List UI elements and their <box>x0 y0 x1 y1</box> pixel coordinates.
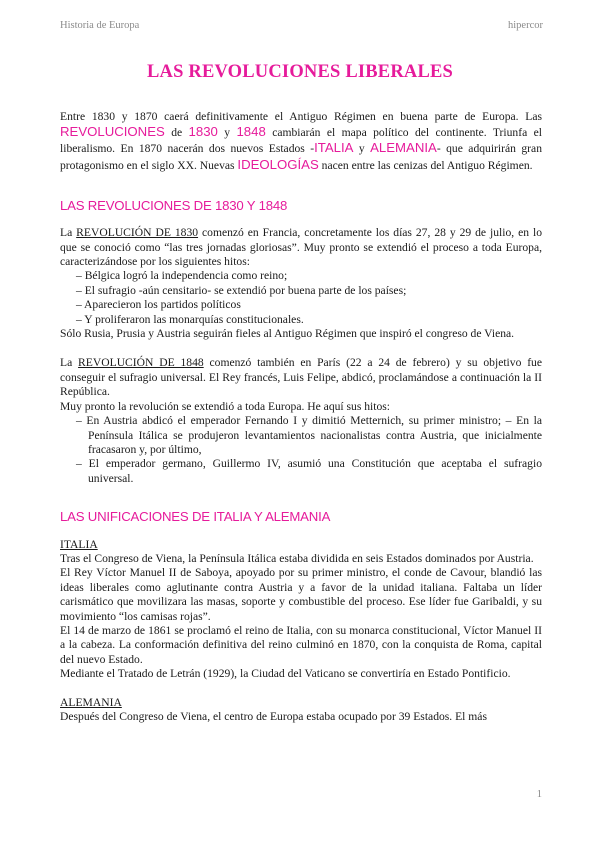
hitos-1848-list <box>60 414 542 486</box>
list-item: – El emperador germano, Guillermo IV, asumió una Constitución que aceptaba el sufragio universal. <box>76 457 542 485</box>
highlight-1848: 1848 <box>236 124 266 140</box>
document-body <box>60 109 542 724</box>
list-item: – Aparecieron los partidos políticos <box>76 298 241 312</box>
list-item: – En Austria abdicó el emperador Fernando I y dimitió Metternich, su primer ministro; – En la Península Itálica se produjeron levantamientos nacionalistas contra Austria, que inicialmente fracasaron y, por último, <box>76 414 542 456</box>
highlight-revoluciones: REVOLUCIONES <box>60 124 165 140</box>
page-title: LAS REVOLUCIONES LIBERALES <box>146 62 454 82</box>
section-heading-unificaciones: LAS UNIFICACIONES DE ITALIA Y ALEMANIA <box>60 509 331 525</box>
list-item: – Y proliferaron las monarquías constitucionales. <box>76 312 304 326</box>
revolucion-1848-paragraph: La REVOLUCIÓN DE 1848 comenzó también en París (22 a 24 de febrero) y su objetivo fue conseguir el sufragio universal. El Rey francés, Luis Felipe, abdicó, proclamándose a continuación la II República. <box>60 356 542 399</box>
subheading-italia: ITALIA <box>60 537 98 551</box>
list-item: – Bélgica logró la independencia como reino; <box>76 269 288 283</box>
subheading-alemania: ALEMANIA <box>60 695 122 709</box>
list-item: – El sufragio -aún censitario- se extendió por buena parte de los países; <box>76 283 407 297</box>
hitos-1848-intro: Muy pronto la revolución se extendió a toda Europa. He aquí sus hitos: <box>60 399 391 413</box>
italia-paragraph: Tras el Congreso de Viena, la Península Itálica estaba dividida en seis Estados dominados por Austria. <box>60 551 534 565</box>
section-heading-revoluciones: LAS REVOLUCIONES DE 1830 Y 1848 <box>60 197 288 213</box>
intro-paragraph: Entre 1830 y 1870 caerá definitivamente el Antiguo Régimen en buena parte de Europa. Las REVOLUCIONES de 1830 y 1848 cambiarán el mapa político del continente. Triunfa el liberalismo. En 1870 nacerán dos nuevos Estados -ITALIA y ALEMANIA- que adquirirán gran protagonismo en el siglo XX. Nuevas IDEOLOGÍAS nacen entre las cenizas del Antiguo Régimen. <box>60 110 542 172</box>
italia-paragraph: Mediante el Tratado de Letrán (1929), la Ciudad del Vaticano se convertiría en Estado Pontificio. <box>60 667 511 681</box>
antiguo-regimen-paragraph: Sólo Rusia, Prusia y Austria seguirán fieles al Antiguo Régimen que inspiró el congreso de Viena. <box>60 327 515 341</box>
italia-paragraph: El 14 de marzo de 1861 se proclamó el reino de Italia, con su monarca constitucional, Víctor Manuel II a la cabeza. La conformación definitiva del reino culminó en 1870, con la conquista de Roma, capital del nuevo Estado. <box>60 623 542 666</box>
revolucion-1830-paragraph: La REVOLUCIÓN DE 1830 comenzó en Francia, concretamente los días 27, 28 y 29 de julio, en lo que se conoció como “las tres jornadas gloriosas”. Muy pronto se extendió el proceso a toda Europa, caracterizándose por los siguientes hitos: <box>60 226 542 269</box>
page-number: 1 <box>536 789 542 800</box>
alemania-paragraph: Después del Congreso de Viena, el centro de Europa estaba ocupado por 39 Estados. El más <box>60 710 487 723</box>
running-header-left: Historia de Europa <box>60 20 140 31</box>
highlight-ideologias: IDEOLOGÍAS <box>237 156 319 172</box>
revolucion-1830-term: REVOLUCIÓN DE 1830 <box>76 226 199 240</box>
highlight-1830: 1830 <box>188 124 218 140</box>
running-header-right: hipercor <box>508 20 543 31</box>
revolucion-1848-term: REVOLUCIÓN DE 1848 <box>78 356 204 370</box>
highlight-alemania: ALEMANIA <box>370 140 437 156</box>
hitos-1830-list <box>60 269 542 327</box>
highlight-italia: ITALIA <box>314 140 354 156</box>
italia-paragraph: El Rey Víctor Manuel II de Saboya, apoyado por su primer ministro, el conde de Cavour, blandió las ideas liberales como aglutinante contra Austria y a favor de la unidad italiana. Faltaba un líder carismático que movilizara las masas, soporte y combustible del proceso. Ese líder fue Garibaldi, y su movimiento “los camisas rojas”. <box>60 566 542 623</box>
